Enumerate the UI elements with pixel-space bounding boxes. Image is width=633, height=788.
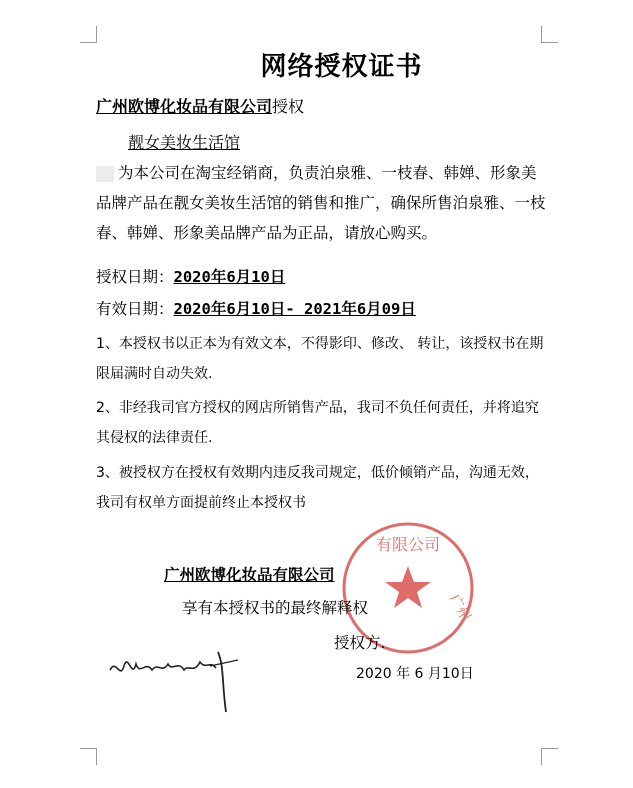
crop-mark-top-left (80, 26, 97, 43)
term-3: 3、被授权方在授权有效期内违反我司规定，低价倾销产品，沟通无效，我司有权单方面提前终止本授权书 (96, 465, 539, 511)
crop-mark-bottom-right (541, 748, 558, 765)
document-title: 网络授权证书 (260, 52, 423, 82)
issuer-company: 广州欧博化妆品有限公司 (164, 566, 335, 584)
crop-mark-top-right (541, 26, 558, 43)
grantor-line (96, 94, 304, 117)
auth-date-label: 授权日期： (96, 268, 174, 286)
grantor-company: 广州欧博化妆品有限公司 (96, 97, 273, 116)
intro-text: 为本公司在淘宝经销商，负责泊泉雅、一枝春、韩婵、形象美品牌产品在靓女美妆生活馆的销售和推广，确保所售泊泉雅、一枝春、韩婵、形象美品牌产品为正品，请放心购买。 (96, 164, 546, 242)
term-1: 1、本授权书以正本为有效文本，不得影印、修改、 转让，该授权书在期限届满时自动失效. (96, 336, 544, 382)
shop-name: 靓女美妆生活馆 (128, 133, 241, 152)
intro-paragraph (96, 158, 546, 248)
sign-date: 2020 年 6 月10日 (356, 666, 474, 682)
auth-date-value: 2020年6月10日 (173, 268, 286, 286)
valid-date-value: 2020年6月10日- 2021年6月09日 (173, 300, 416, 318)
term-2: 2、非经我司官方授权的网店所销售产品，我司不负任何责任，并将追究其侵权的法律责任. (96, 400, 539, 446)
auth-date-row (96, 265, 285, 287)
rights-statement: 享有本授权书的最终解释权 (182, 599, 369, 617)
svg-text:有限公司: 有限公司 (375, 535, 441, 554)
party-label: 授权方. (334, 634, 386, 652)
grant-suffix: 授权 (272, 97, 305, 116)
valid-date-row (96, 297, 416, 319)
valid-date-label: 有效日期： (96, 300, 174, 318)
highlight-mark (96, 166, 114, 182)
handwritten-signature (106, 640, 256, 720)
svg-text:广州: 广州 (445, 591, 474, 625)
crop-mark-bottom-left (80, 748, 97, 765)
